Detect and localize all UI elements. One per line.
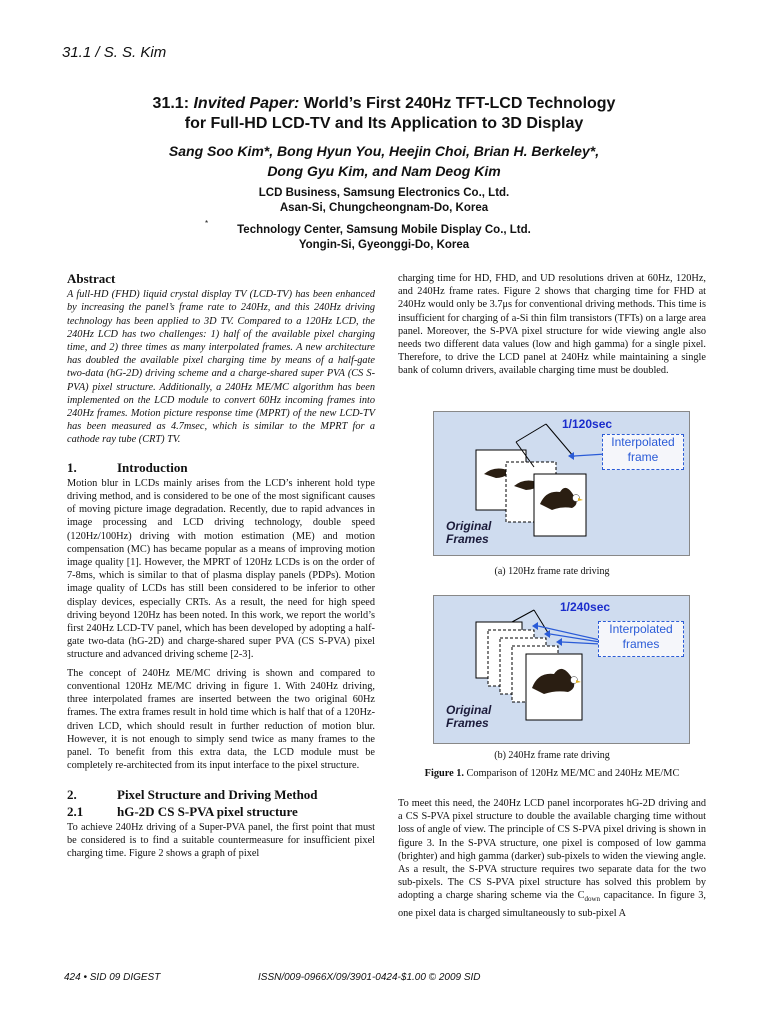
title-invited: Invited Paper: [193,95,300,112]
affiliation-2-line1: Technology Center, Samsung Mobile Display Co., Ltd. [237,224,531,236]
title-prefix: 31.1: [152,95,194,112]
interpolated-frames-label: Interpolated frames [598,621,684,657]
time-label-120: 1/120sec [562,417,613,431]
section-1-heading [67,461,375,474]
subsection-2-1-title: hG-2D CS S-PVA pixel structure [117,803,298,819]
figure-1a-caption: (a) 120Hz frame rate driving [494,566,610,577]
section-2-number: 2. [67,787,77,803]
interp-pointer-3 [562,642,600,644]
figure-1-caption-text: Comparison of 120Hz ME/MC and 240Hz ME/MC [463,768,680,779]
affiliation-2-marker: * [205,219,209,228]
running-head: 31.1 / S. S. Kim [62,44,167,61]
affiliation-2-line2: Yongin-Si, Gyeonggi-Do, Korea [298,239,470,251]
affiliation-1 [60,186,708,216]
footer-issn: ISSN/009-0966X/09/3901-0424-$1.00 © 2009 SID [258,972,481,983]
authors [60,141,708,181]
right-column-top [398,272,706,383]
affiliation-1-line2: Asan-Si, Chungcheongnam-Do, Korea [279,202,489,214]
abstract-heading: Abstract [67,271,116,286]
section-2-title: Pixel Structure and Driving Method [117,787,318,803]
time-label-240: 1/240sec [560,600,611,614]
right-paragraph-2: To meet this need, the 240Hz LCD panel incorporates hG-2D driving and a CS S-PVA pixel structure to double the available charging time without loss of angle of view. The principle of CS S-PVA pixel driving is shown in figure 3. In the S-PVA structure, one pixel is composed of low gamma (brighter) and high gamma (darker) sub-pixels to widen the viewing angle. As a result, the S-PVA structure requires two separate data for the two sub-pixels. The CS S-PVA pixel structure has solved this problem by adopting a charge sharing scheme via the $C_{down}$ capacitance. In figure 3, one pixel data is charged simultaneously to sub-pixel A [398,798,706,919]
subsection-2-1-number: 2.1 [67,803,84,819]
figure-1b-panel [433,595,690,744]
paper-title [60,94,708,134]
original-frames-label-b: Original Frames [446,703,492,730]
right-paragraph-1: charging time for HD, FHD, and UD resolutions driven at 60Hz, 120Hz, and 240Hz frame rates. Figure 2 shows that charging time for FHD at 240Hz would only be 3.7μs for conventional driving methods. This time is insufficient for charging of a-Si thin film transistors (TFTs) on a large area panel. Moreover, the S-PVA pixel structure for wide viewing angle also needs two different data values (low and high gamma) for a single pixel. Therefore, to drive the LCD panel at 240Hz while maintaining a single bank of column drivers, available charging time must be doubled. [398,273,706,377]
section-1-paragraph-1: Motion blur in LCDs mainly arises from the LCD’s inherent hold type driving method, and is considered to be one of the most significant causes of moving picture image degradation. Recently, due to rapid advances in image processing and LCD driving technology, double speed (120Hz/100Hz) driving with motion estimation (ME) and motion compensation (MC) has became popular as a means of improving motion image quality [1]. However, the MPRT of 120Hz LCDs is on the order of 7-8ms, which is similar to that of plasma display panels (PDPs). Motion image quality of LCDs has still been considered to be inferior to other display devices, especially CRTs. As a result, the need for high speed driving beyond 120Hz has been noted. In this work, we report the world’s first 240Hz LCD-TV panel, which has been developed by adopting a half-gate two-data (hG-2D) and charge-shared super PVA (CS S-PVA) pixel structure and advanced driving scheme [2-3]. [67,477,375,661]
affiliation-1-line1: LCD Business, Samsung Electronics Co., Ltd. [258,187,510,199]
figure-1b-caption: (b) 240Hz frame rate driving [494,750,610,761]
section-2-paragraph-1: To achieve 240Hz driving of a Super-PVA panel, the first point that must be considered is to find a suitable countermeasure for insufficient pixel charging time. Figure 2 shows a graph of pixel [67,821,375,860]
section-1-paragraph-2: The concept of 240Hz ME/MC driving is shown and compared to conventional 120Hz ME/MC driving in figure 1. With 240Hz driving, three interpolated frames are inserted between the two original 60Hz frames. The extra frames result in hold time which is half that of a 120Hz-driven LCD, which should result in further reduction of motion blur. However, it is not enough to simply send twice as many frames to the panel. To benefit from this extra data, the LCD module must be completely re-architected from its input interface to the pixel structure. [67,667,375,772]
affiliation-2 [60,223,708,253]
abstract-body: A full-HD (FHD) liquid crystal display TV (LCD-TV) has been enhanced by increasing the panel’s frame rate to 240Hz, and this 240Hz driving technology has been applied to 3D TV. Compared to a 120Hz LCD, the 240Hz LCD has two challenges: 1) half of the available pixel charging time, and 2) three times as many interpolated frames. A new architecture has doubled the available pixel charging time by means of a half-gate two-data (hG-2D) driving scheme and a charge-shared super PVA (CS S-PVA) pixel structure. Additionally, a 240Hz ME/MC algorithm has been implemented on the LCD module to convert 60Hz incoming frames into 240Hz frames. Motion picture response time (MPRT) of the new LCD-TV has been measured as 4.7msec, which is similar to the MPRT for a cathode ray tube (CRT) TV. [67,289,375,446]
authors-line1: Sang Soo Kim*, Bong Hyun You, Heejin Choi, Brian H. Berkeley*, [168,143,600,159]
section-1-number: 1. [67,459,77,475]
figure-1-caption [398,768,706,779]
figure-1-caption-label: Figure 1. [424,768,464,779]
section-1-title: Introduction [117,459,188,475]
figure-1a-panel [433,411,690,556]
left-column [67,272,375,865]
original-frames-label-a: Original Frames [446,519,492,546]
title-line1-rest: World’s First 240Hz TFT-LCD Technology [299,95,616,112]
footer-page-info: 424 • SID 09 DIGEST [64,972,161,983]
title-line2: for Full-HD LCD-TV and Its Application to 3D Display [184,115,584,132]
interpolated-frame-label: Interpolated frame [602,434,684,470]
section-2-heading [67,788,375,801]
time-span-line [516,424,546,442]
right-column-bottom [398,797,706,925]
authors-line2: Dong Gyu Kim, and Nam Deog Kim [267,163,501,179]
time-span-line [512,610,534,622]
subsection-2-1-heading [67,805,375,818]
